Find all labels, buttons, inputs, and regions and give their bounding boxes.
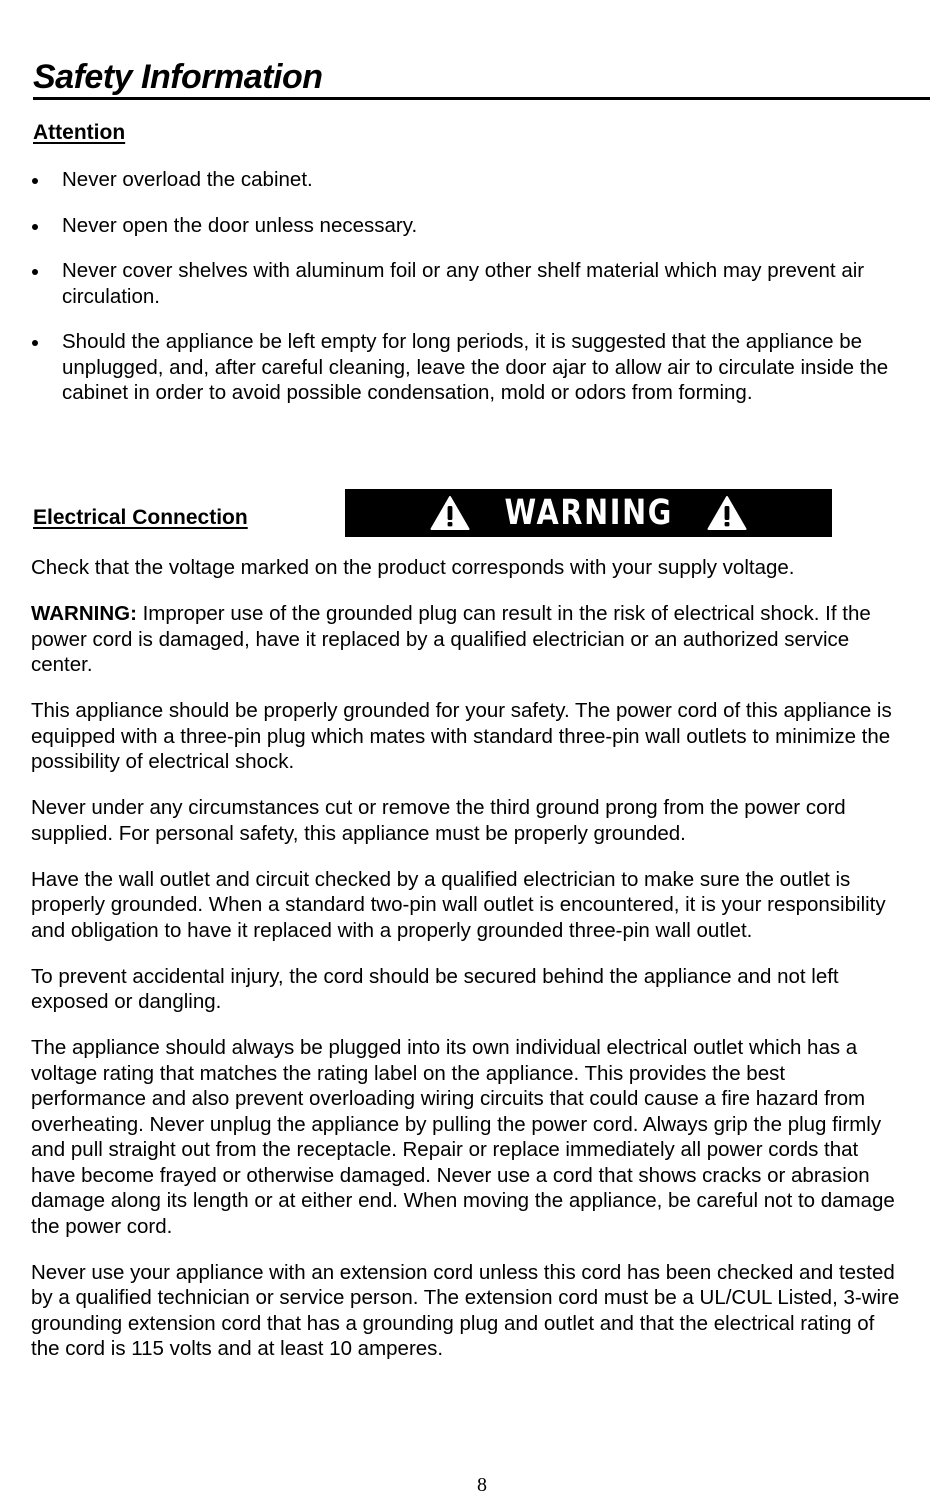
warning-triangle-icon bbox=[430, 495, 470, 531]
list-item bbox=[30, 167, 910, 193]
attention-list bbox=[30, 167, 910, 426]
individual-outlet-paragraph: The appliance should always be plugged into its own individual electrical outlet which has a voltage rating that matches the rating label on the appliance. This provides the best performance and also prevent overloading wiring circuits that could cause a fire hazard from overheating. Never unplug the appliance by pulling the power cord. Always grip the plug firmly and pull straight out from the receptacle. Repair or replace immediately all power cords that have become frayed or otherwise damaged. Never use a cord that shows cracks or abrasion damage along its length or at either end. When moving the appliance, be careful not to damage the power cord. bbox=[31, 1036, 895, 1238]
list-item-text: Never overload the cabinet. bbox=[62, 168, 313, 191]
attention-heading: Attention bbox=[33, 121, 126, 144]
warning-paragraph bbox=[31, 601, 903, 678]
list-item bbox=[30, 329, 910, 406]
warning-label: WARNING bbox=[504, 493, 673, 533]
electrical-connection-body bbox=[31, 555, 903, 1382]
bullet-icon bbox=[32, 269, 38, 275]
bullet-icon bbox=[32, 340, 38, 346]
grounding-paragraph: This appliance should be properly grounded for your safety. The power cord of this appliance is equipped with a three-pin plug which mates with standard three-pin wall outlets to minimize the possibility of electrical shock. bbox=[31, 699, 892, 773]
warning-paragraph-text: Improper use of the grounded plug can result in the risk of electrical shock. If the power cord is damaged, have it replaced by a qualified electrician or an authorized service center. bbox=[31, 602, 871, 676]
page-number: 8 bbox=[477, 1474, 487, 1496]
list-item-text: Never open the door unless necessary. bbox=[62, 213, 418, 237]
page-title: Safety Information bbox=[33, 58, 323, 96]
warning-triangle-icon bbox=[707, 495, 747, 531]
cord-secured-paragraph: To prevent accidental injury, the cord should be secured behind the appliance and not left exposed or dangling. bbox=[31, 964, 839, 1013]
list-item-text: Never cover shelves with aluminum foil or any other shelf material which may prevent air circulation. bbox=[62, 259, 865, 308]
electrical-connection-heading: Electrical Connection bbox=[33, 506, 248, 529]
warning-banner bbox=[345, 489, 832, 537]
ground-prong-paragraph: Never under any circumstances cut or remove the third ground prong from the power cord supplied. For personal safety, this appliance must be properly grounded. bbox=[31, 796, 846, 845]
bullet-icon bbox=[32, 178, 38, 184]
warning-lead: WARNING: bbox=[31, 602, 137, 625]
list-item-text: Should the appliance be left empty for long periods, it is suggested that the appliance be unplugged, and, after careful cleaning, leave the door ajar to allow air to circulate inside the cabinet in order to avoid possible condensation, mold or odors from forming. bbox=[62, 330, 889, 404]
outlet-check-paragraph: Have the wall outlet and circuit checked by a qualified electrician to make sure the outlet is properly grounded. When a standard two-pin wall outlet is encountered, it is your responsibility and obligation to have it replaced with a properly grounded three-pin wall outlet. bbox=[31, 867, 886, 942]
bullet-icon bbox=[32, 224, 38, 230]
title-rule bbox=[33, 97, 930, 100]
list-item bbox=[30, 258, 910, 309]
extension-cord-paragraph: Never use your appliance with an extension cord unless this cord has been checked and tested by a qualified technician or service person. The extension cord must be a UL/CUL Listed, 3-wire grounding extension cord that has a grounding plug and outlet and that the electrical rating of the cord is 115 volts and at least 10 amperes. bbox=[31, 1260, 900, 1360]
list-item bbox=[30, 213, 910, 239]
voltage-check-paragraph: Check that the voltage marked on the product corresponds with your supply voltage. bbox=[31, 556, 795, 579]
